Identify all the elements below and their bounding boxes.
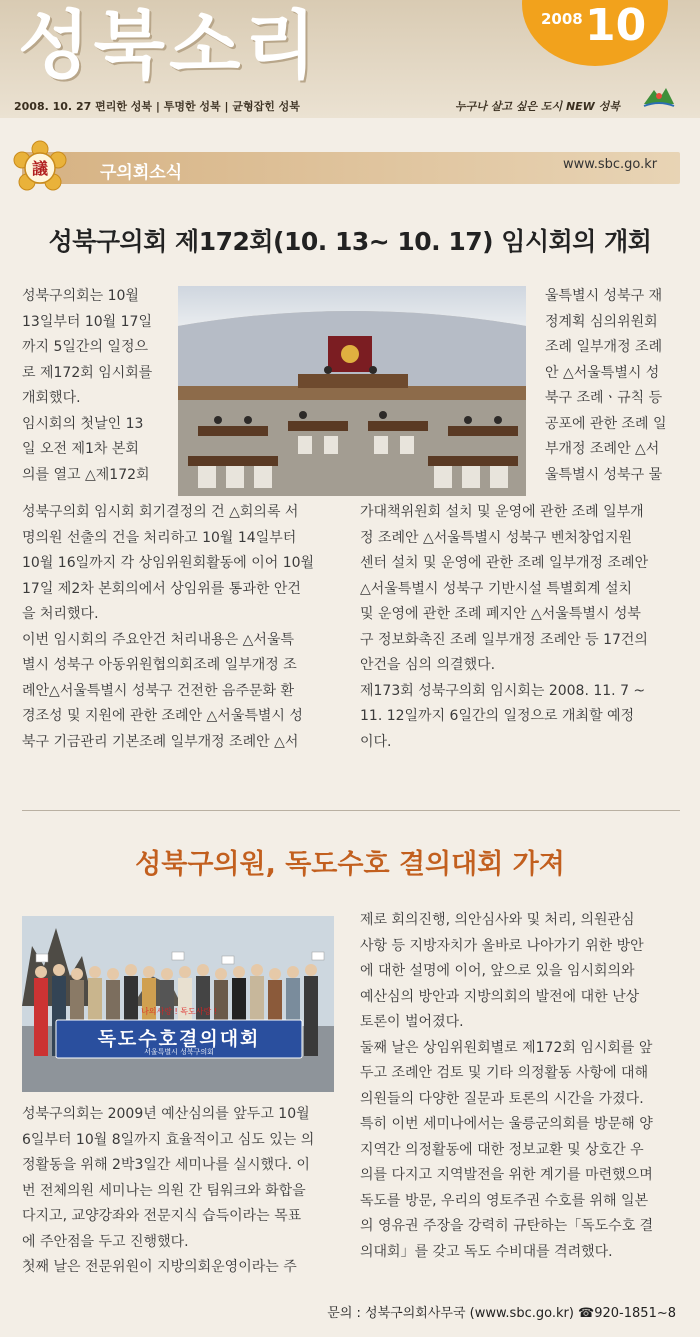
text-line: 제173회 성북구의회 임시회는 2008. 11. 7 ~ (360, 682, 646, 699)
contact-info: 문의 : 성북구의회사무국 (www.sbc.go.kr) ☎920-1851~8 (327, 1306, 676, 1321)
banner-org-text: 서울특별시 성북구의회 (144, 1048, 214, 1056)
text-line: 에 대한 설명에 이어, 앞으로 있을 임시회의와 (360, 963, 635, 979)
text-line: 임시회의 첫날인 13 (22, 415, 144, 432)
text-line: 까지 5일간의 일정으 (22, 339, 148, 355)
date-tagline: 2008. 10. 27 편리한 성북 | 투명한 성북 | 균형잡힌 성북 (14, 100, 300, 113)
text-line: 센터 설치 및 운영에 관한 조례 일부개정 조례안 (360, 555, 649, 571)
council-chamber-photo (178, 286, 526, 496)
dokdo-group-photo (22, 916, 334, 1092)
text-line: 구 정보화촉진 조례 일부개정 조례안 등 17건의 (360, 631, 648, 648)
text-line: 특히 이번 세미나에서는 울릉군의회를 방문해 양 (360, 1116, 653, 1132)
text-line: 첫째 날은 전문위원이 지방의회운영이라는 주 (22, 1259, 297, 1275)
text-line: 일 오전 제1차 본회 (22, 441, 139, 457)
text-line: 부개정 조례안 △서 (545, 441, 660, 457)
text-line: 번 전체의원 세미나는 의원 간 팀워크와 화합을 (22, 1182, 306, 1199)
dokdo-banner (56, 1007, 302, 1058)
article2-body-column1 (22, 1102, 342, 1281)
text-line: 을 처리했다. (22, 606, 99, 622)
text-line: 개회했다. (22, 390, 81, 406)
text-line: △서울특별시 성북구 기반시설 특별회계 설치 (360, 580, 632, 597)
text-line: 성북구의회는 10월 (22, 288, 139, 304)
section-label: 구의회소식 (100, 163, 183, 183)
text-line: 정계획 심의위원회 (545, 313, 658, 330)
text-line: 13일부터 10월 17일 (22, 313, 152, 330)
text-line: 독도를 방문, 우리의 영토주권 수호를 위해 일본 (360, 1192, 649, 1209)
text-line: 울특별시 성북구 재 (545, 288, 663, 304)
text-line: 명의원 선출의 건을 처리하고 10월 14일부터 (22, 529, 297, 546)
text-line: 두고 조례안 검토 및 기타 의정활동 사항에 대해 (360, 1065, 649, 1081)
article2-body-column2 (360, 908, 685, 1265)
text-line: 가대책위원회 설치 및 운영에 관한 조례 일부개 (360, 504, 644, 520)
council-emblem-icon (12, 140, 68, 196)
text-line: 경조성 및 지원에 관한 조례안 △서울특별시 성 (22, 708, 303, 724)
issue-month: 10 (585, 0, 647, 51)
article1-headline: 성북구의회 제172회(10. 13~ 10. 17) 임시회의 개회 (48, 227, 652, 256)
article2-headline: 성북구의원, 독도수호 결의대회 가져 (135, 849, 565, 880)
text-line: 의원들의 다양한 질문과 토론의 시간을 가졌다. (360, 1090, 644, 1107)
text-line: 이다. (360, 733, 392, 750)
text-line: 공포에 관한 조례 일 (545, 415, 667, 432)
text-line: 조례 일부개정 조례 (545, 339, 663, 355)
text-line: 별시 성북구 아동위원협의회조례 일부개정 조 (22, 657, 297, 673)
article1-body-column1 (22, 500, 342, 755)
text-line: 안 △서울특별시 성 (545, 364, 660, 381)
emblem-character: 議 (31, 159, 49, 178)
text-line: 둘째 날은 상임위원회별로 제172회 임시회를 앞 (360, 1039, 653, 1056)
text-line: 에 주안점을 두고 진행했다. (22, 1233, 189, 1250)
text-line: 17일 제2차 본회의에서 상임위를 통과한 안건 (22, 580, 301, 597)
text-line: 다지고, 교양강좌와 전문지식 습득이라는 목표 (22, 1208, 302, 1224)
text-line: 예산심의 방안과 지방의회의 발전에 대한 난상 (360, 988, 640, 1005)
text-line: 및 운영에 관한 조례 폐지안 △서울특별시 성북 (360, 606, 641, 622)
text-line: 사항 등 지방자치가 올바로 나아가기 위한 방안 (360, 937, 644, 954)
text-line: 의대회」를 갖고 독도 수비대를 격려했다. (360, 1243, 613, 1260)
text-line: 북구 기금관리 기본조례 일부개정 조례안 △서 (22, 733, 299, 750)
article1-right-column (545, 284, 685, 488)
district-logo-icon (642, 84, 676, 110)
text-line: 례안△서울특별시 성북구 건전한 음주문화 환 (22, 682, 294, 699)
text-line: 정 조례안 △서울특별시 성북구 벤처창업지원 (360, 529, 632, 546)
issue-year: 2008 (541, 10, 583, 28)
text-line: 울특별시 성북구 물 (545, 466, 663, 483)
text-line: 11. 12일까지 6일간의 일정으로 개최할 예정 (360, 708, 635, 724)
text-line: 의를 열고 △제172회 (22, 466, 150, 483)
text-line: 토론이 벌어졌다. (360, 1014, 464, 1030)
banner-main-text: 독도수호결의대회 (97, 1028, 261, 1050)
text-line: 성북구의회는 2009년 예산심의를 앞두고 10월 (22, 1106, 310, 1122)
newspaper-title: 성북소리 (18, 3, 320, 89)
article-divider (22, 810, 680, 811)
text-line: 북구 조례ㆍ규칙 등 (545, 390, 663, 406)
text-line: 로 제172회 임시회를 (22, 364, 153, 381)
text-line: 성북구의회 임시회 회기결정의 건 △회의록 서 (22, 504, 299, 520)
article1-left-column (22, 284, 172, 488)
text-line: 안건을 심의 의결했다. (360, 657, 496, 673)
text-line: 의 영유권 주장을 강력히 규탄하는「독도수호 결 (360, 1218, 654, 1234)
text-line: 10월 16일까지 각 상임위원회활동에 이어 10월 (22, 555, 315, 571)
text-line: 의를 다지고 지역발전을 위한 계기를 마련했으며 (360, 1167, 653, 1183)
text-line: 제로 회의진행, 의안심사와 및 처리, 의원관심 (360, 912, 635, 928)
text-line: 6일부터 10월 8일까지 효율적이고 심도 있는 의 (22, 1131, 315, 1148)
text-line: 지역간 의정활동에 대한 정보교환 및 상호간 우 (360, 1141, 644, 1158)
website-url: www.sbc.go.kr (563, 157, 658, 172)
masthead (0, 0, 700, 118)
slogan: 누구나 살고 싶은 도시 NEW 성북 (455, 100, 620, 113)
article1-body-column2 (360, 500, 685, 755)
text-line: 정활동을 위해 2박3일간 세미나를 실시했다. 이 (22, 1157, 310, 1173)
text-line: 이번 임시회의 주요안건 처리내용은 △서울특 (22, 631, 294, 648)
banner-small-text: 나의사랑 ! 독도사랑 ! (141, 1007, 217, 1016)
